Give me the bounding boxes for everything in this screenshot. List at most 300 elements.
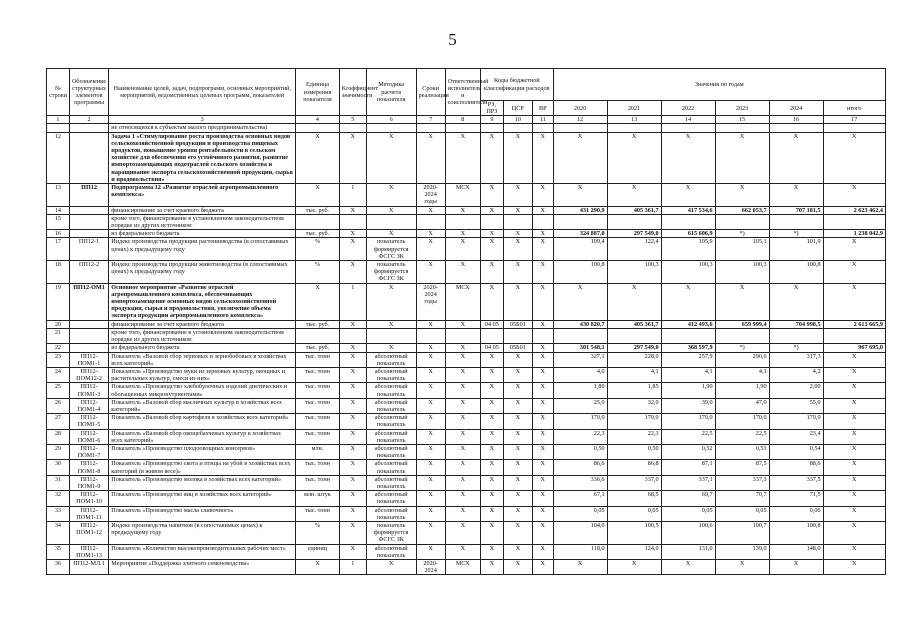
cell-term: X (416, 320, 445, 328)
cell-name: Показатель «Валовой сбор картофеля в хозяйствах всех категорий» (109, 414, 296, 429)
cell-value: 2 623 462,4 (823, 206, 885, 214)
cell-value: 431 290,9 (553, 206, 607, 214)
table-row (47, 398, 886, 413)
header-vr: ВР (532, 101, 553, 116)
cell-value: X (607, 184, 661, 207)
cell-method: X (366, 320, 416, 328)
cell-value: 39,0 (661, 398, 715, 413)
cell-vr: X (532, 491, 553, 506)
cell-value: 100,3 (607, 261, 661, 284)
cell-no: 33 (47, 506, 70, 521)
cell-term: X (416, 444, 445, 459)
header-2024: 2024 (769, 101, 823, 116)
cell-value: X (553, 184, 607, 207)
cell-value: 337,5 (769, 475, 823, 490)
cell-vr: X (532, 544, 553, 559)
cell-value: 139,0 (715, 544, 769, 559)
cell-value: 104,0 (553, 521, 607, 544)
cell-name: Подпрограмма 12 «Развитие отраслей агропромышленного комплекса» (109, 184, 296, 207)
cell-value: 105,9 (661, 238, 715, 261)
cell-coef: X (339, 475, 366, 490)
colnum: 17 (823, 116, 885, 124)
cell-value: 100,7 (715, 521, 769, 544)
cell-unit: % (296, 238, 340, 261)
cell-no: 26 (47, 398, 70, 413)
cell-name: Мероприятие «Поддержка элитного семеноводства» (109, 559, 296, 574)
cell-value: 1,85 (607, 383, 661, 398)
cell-name: Показатель «Производство яиц в хозяйствах всех категорий» (109, 491, 296, 506)
cell-method (366, 214, 416, 229)
cell-unit: X (296, 283, 340, 320)
header-values: Значения по годам (553, 69, 885, 101)
cell-rz: X (480, 206, 503, 214)
cell-value: 88,6 (769, 460, 823, 475)
cell-value: 337,3 (715, 475, 769, 490)
cell-value: X (823, 429, 885, 444)
cell-vr: X (532, 460, 553, 475)
cell-resp: X (445, 383, 480, 398)
cell-name: Показатель «Производство хлебобулочных изделий диетических и обогащенных микронутриентами» (109, 383, 296, 398)
header-unit: Единица измерения показателя (296, 69, 340, 116)
cell-name: Показатель «Количество высокопроизводительных рабочих мест» (109, 544, 296, 559)
cell-value: X (661, 184, 715, 207)
header-method: Методика расчета показателя (366, 69, 416, 116)
cell-resp: X (445, 398, 480, 413)
cell-name: Индекс производства продукции животноводства (в сопоставимых ценах) к предыдущему году (109, 261, 296, 284)
cell-unit: тыс. тонн (296, 460, 340, 475)
cell-csr: X (503, 398, 532, 413)
cell-coef: X (339, 367, 366, 382)
cell-unit: X (296, 559, 340, 574)
cell-value (769, 214, 823, 229)
cell-no: 34 (47, 521, 70, 544)
cell-csr (503, 328, 532, 343)
cell-vr: X (532, 132, 553, 183)
cell-value: 1,80 (553, 383, 607, 398)
cell-value: X (823, 132, 885, 183)
cell-unit: тыс. руб. (296, 206, 340, 214)
cell-value: 69,7 (661, 491, 715, 506)
cell-vr: X (532, 383, 553, 398)
cell-code: ПП12-1 (69, 238, 108, 261)
cell-resp: X (445, 414, 480, 429)
cell-value: 22,5 (715, 429, 769, 444)
cell-vr: X (532, 352, 553, 367)
cell-value: 0,06 (769, 506, 823, 521)
cell-term: X (416, 206, 445, 214)
table-row (47, 261, 886, 284)
cell-vr: X (532, 475, 553, 490)
cell-term: X (416, 475, 445, 490)
cell-value: 707 181,5 (769, 206, 823, 214)
colnum: 7 (416, 116, 445, 124)
cell-value (607, 124, 661, 132)
cell-csr: X (503, 367, 532, 382)
cell-name: Индекс производства продукции растениеводства (в сопоставимых ценах) к предыдущему году (109, 238, 296, 261)
cell-code (69, 132, 108, 183)
cell-vr: X (532, 230, 553, 238)
cell-value: 336,6 (553, 475, 607, 490)
cell-no (47, 124, 70, 132)
cell-resp: X (445, 475, 480, 490)
cell-unit: тыс. тонн (296, 383, 340, 398)
cell-no: 20 (47, 320, 70, 328)
cell-term: X (416, 238, 445, 261)
cell-value: X (823, 521, 885, 544)
cell-resp (445, 124, 480, 132)
cell-vr: X (532, 320, 553, 328)
cell-value (823, 124, 885, 132)
cell-value: 417 534,6 (661, 206, 715, 214)
cell-rz: X (480, 460, 503, 475)
cell-csr: X (503, 238, 532, 261)
cell-value: 68,5 (607, 491, 661, 506)
cell-method: абсолютный показатель (366, 429, 416, 444)
cell-no: 31 (47, 475, 70, 490)
cell-value: X (715, 559, 769, 574)
colnum: 3 (109, 116, 296, 124)
table-row (47, 132, 886, 183)
cell-name: Показатель «Производство муки из зерновых культур, овощных и растительных культур, смеси из них» (109, 367, 296, 382)
cell-value: X (823, 398, 885, 413)
cell-unit: тыс. тонн (296, 352, 340, 367)
cell-method: показатель формируется ФСГС ЗК (366, 261, 416, 284)
table-header (47, 69, 886, 124)
cell-method: показатель формируется ФСГС ЗК (366, 238, 416, 261)
cell-coef: X (339, 544, 366, 559)
cell-vr: X (532, 238, 553, 261)
cell-value: 0,05 (607, 506, 661, 521)
cell-code: ПП12-ПОМ1-5 (69, 414, 108, 429)
cell-unit: тыс. тонн (296, 506, 340, 521)
header-name: Наименование целей, задач, подпрограмм, основных мероприятий, мероприятий, ведомственных целевых программ, показателей (109, 69, 296, 116)
cell-no: 24 (47, 367, 70, 382)
header-budget: Коды бюджетной классификации расходов (480, 69, 553, 101)
cell-value: 301 548,1 (553, 344, 607, 352)
cell-rz: 04 05 (480, 320, 503, 328)
colnum: 15 (715, 116, 769, 124)
cell-coef: 1 (339, 283, 366, 320)
cell-coef: X (339, 383, 366, 398)
cell-value: 368 597,9 (661, 344, 715, 352)
cell-value: X (607, 559, 661, 574)
cell-rz: 04 05 (480, 344, 503, 352)
cell-code (69, 344, 108, 352)
cell-no: 15 (47, 214, 70, 229)
cell-value: 100,6 (661, 521, 715, 544)
cell-value: 317,3 (769, 352, 823, 367)
cell-coef: X (339, 444, 366, 459)
cell-rz: X (480, 506, 503, 521)
cell-value: X (823, 261, 885, 284)
cell-value: 4,2 (769, 367, 823, 382)
cell-coef: X (339, 352, 366, 367)
cell-name: Основное мероприятие «Развитие отраслей агропромышленного комплекса, обеспечивающих импортозамещение основных видов сельскохозяйственной продукции, сырья и продовольствия, увеличение объема экспорта продукции агропромышленного комплекса» (109, 283, 296, 320)
cell-vr: X (532, 414, 553, 429)
cell-resp: X (445, 320, 480, 328)
cell-value (823, 214, 885, 229)
cell-value: 2,00 (769, 383, 823, 398)
cell-term (416, 214, 445, 229)
cell-no: 13 (47, 184, 70, 207)
cell-value (607, 214, 661, 229)
cell-rz: X (480, 559, 503, 574)
cell-no: 17 (47, 238, 70, 261)
header-2020: 2020 (553, 101, 607, 116)
cell-term: X (416, 429, 445, 444)
cell-unit: тыс. тонн (296, 475, 340, 490)
table-row (47, 521, 886, 544)
cell-value: 0,50 (607, 444, 661, 459)
cell-value: 100,5 (607, 521, 661, 544)
table-row (47, 124, 886, 132)
cell-term: X (416, 352, 445, 367)
cell-method: абсолютный показатель (366, 544, 416, 559)
cell-name: Показатель «Производство плодоовощных консервов» (109, 444, 296, 459)
cell-vr: X (532, 444, 553, 459)
cell-rz (480, 328, 503, 343)
cell-code (69, 206, 108, 214)
cell-value (661, 214, 715, 229)
cell-csr: X (503, 283, 532, 320)
cell-code: ПП12-ПОМ1-12 (69, 521, 108, 544)
header-rz: РЗ, ПРЗ (480, 101, 503, 116)
cell-value (553, 124, 607, 132)
cell-no: 16 (47, 230, 70, 238)
cell-value: 0,52 (661, 444, 715, 459)
cell-value: 0,05 (661, 506, 715, 521)
cell-vr (532, 214, 553, 229)
cell-resp: X (445, 544, 480, 559)
cell-method: абсолютный показатель (366, 398, 416, 413)
cell-value: 105,1 (715, 238, 769, 261)
cell-rz: X (480, 261, 503, 284)
column-numbers-row (47, 116, 886, 124)
cell-unit: X (296, 132, 340, 183)
colnum: 16 (769, 116, 823, 124)
table-row (47, 206, 886, 214)
cell-value: 101,9 (769, 238, 823, 261)
cell-resp: X (445, 344, 480, 352)
cell-csr: X (503, 491, 532, 506)
cell-vr: X (532, 559, 553, 574)
cell-no: 32 (47, 491, 70, 506)
cell-code: ПП12-ПОМ1-11 (69, 506, 108, 521)
cell-code: ПП12-ПОМ1-10 (69, 491, 108, 506)
cell-coef: X (339, 230, 366, 238)
cell-value: 0,50 (553, 444, 607, 459)
cell-method: абсолютный показатель (366, 491, 416, 506)
cell-value: 170,0 (769, 414, 823, 429)
cell-value: 337,0 (607, 475, 661, 490)
cell-name: финансирование за счет краевого бюджета (109, 320, 296, 328)
cell-coef: X (339, 206, 366, 214)
cell-csr (503, 124, 532, 132)
cell-method: абсолютный показатель (366, 367, 416, 382)
cell-csr: 05Б01 (503, 344, 532, 352)
cell-value: 324 887,0 (553, 230, 607, 238)
cell-name: из федерального бюджета (109, 344, 296, 352)
cell-value: 100,3 (661, 261, 715, 284)
cell-vr (532, 124, 553, 132)
cell-coef (339, 124, 366, 132)
cell-term: X (416, 491, 445, 506)
cell-name: не относящихся к субъектам малого предпринимательства) (109, 124, 296, 132)
cell-vr: X (532, 283, 553, 320)
cell-vr: X (532, 506, 553, 521)
cell-value: X (823, 283, 885, 320)
cell-method: абсолютный показатель (366, 475, 416, 490)
cell-term: 2020-2024 (416, 559, 445, 574)
cell-method: X (366, 283, 416, 320)
cell-method: X (366, 206, 416, 214)
table-body (47, 124, 886, 575)
cell-no: 14 (47, 206, 70, 214)
cell-value (553, 214, 607, 229)
cell-csr: X (503, 261, 532, 284)
cell-term (416, 124, 445, 132)
cell-term: X (416, 132, 445, 183)
cell-rz: X (480, 521, 503, 544)
cell-value: 118,0 (553, 544, 607, 559)
cell-code: ПП12-ПОМ1-3 (69, 383, 108, 398)
cell-name: кроме того, финансирование в установленном законодательством порядке из других источников: (109, 328, 296, 343)
cell-code: ПП12-2 (69, 261, 108, 284)
cell-coef: X (339, 132, 366, 183)
cell-method: абсолютный показатель (366, 352, 416, 367)
cell-value: 430 820,7 (553, 320, 607, 328)
cell-value: X (823, 559, 885, 574)
cell-value: 70,7 (715, 491, 769, 506)
cell-value: 662 053,7 (715, 206, 769, 214)
cell-resp: X (445, 352, 480, 367)
cell-resp: X (445, 429, 480, 444)
cell-coef: X (339, 429, 366, 444)
cell-no: 18 (47, 261, 70, 284)
header-2021: 2021 (607, 101, 661, 116)
cell-value: X (823, 383, 885, 398)
cell-vr (532, 328, 553, 343)
cell-term: X (416, 230, 445, 238)
cell-code: ПП12-ПОМ1-1 (69, 352, 108, 367)
cell-term: X (416, 383, 445, 398)
header-code: Обозначение структурных элементов программы (69, 69, 108, 116)
header-csr: ЦСР (503, 101, 532, 116)
cell-csr: X (503, 506, 532, 521)
cell-code: ПП12-ПОМ1-4 (69, 398, 108, 413)
cell-unit: млн. штук (296, 491, 340, 506)
cell-name: Индекс производства напитков (в сопоставимых ценах) к предыдущему году (109, 521, 296, 544)
cell-value: 170,0 (553, 414, 607, 429)
cell-method: абсолютный показатель (366, 460, 416, 475)
cell-value: *) (769, 344, 823, 352)
cell-term: 2020-2024 годы (416, 283, 445, 320)
cell-unit: единиц (296, 544, 340, 559)
cell-value: 4,1 (607, 367, 661, 382)
cell-value: X (769, 184, 823, 207)
cell-value: X (715, 132, 769, 183)
cell-unit (296, 328, 340, 343)
cell-method: абсолютный показатель (366, 506, 416, 521)
cell-value: 22,5 (661, 429, 715, 444)
cell-csr: X (503, 230, 532, 238)
cell-rz: X (480, 475, 503, 490)
cell-resp (445, 214, 480, 229)
cell-code: ПП12-ПОМ1-9 (69, 475, 108, 490)
cell-resp: X (445, 261, 480, 284)
cell-code (69, 124, 108, 132)
cell-resp: X (445, 491, 480, 506)
cell-code (69, 230, 108, 238)
cell-resp: МСХ (445, 559, 480, 574)
cell-code (69, 320, 108, 328)
cell-no: 23 (47, 352, 70, 367)
cell-code (69, 328, 108, 343)
cell-code (69, 214, 108, 229)
table-row (47, 506, 886, 521)
cell-value: 405 361,7 (607, 320, 661, 328)
cell-resp (445, 328, 480, 343)
cell-value: 297 549,0 (607, 344, 661, 352)
cell-value: 131,0 (661, 544, 715, 559)
cell-value: 86,8 (607, 460, 661, 475)
cell-value: 100,8 (769, 521, 823, 544)
cell-term: X (416, 414, 445, 429)
cell-coef: X (339, 320, 366, 328)
cell-unit (296, 124, 340, 132)
cell-csr: X (503, 544, 532, 559)
cell-value (661, 328, 715, 343)
cell-value: X (553, 559, 607, 574)
table-row (47, 328, 886, 343)
cell-method: абсолютный показатель (366, 444, 416, 459)
cell-value: 100,8 (769, 261, 823, 284)
colnum: 1 (47, 116, 70, 124)
table-row (47, 559, 886, 574)
cell-method: X (366, 344, 416, 352)
cell-value: 109,4 (553, 238, 607, 261)
cell-value: 71,5 (769, 491, 823, 506)
cell-coef: X (339, 344, 366, 352)
cell-value: X (823, 544, 885, 559)
colnum: 2 (69, 116, 108, 124)
cell-term: X (416, 367, 445, 382)
cell-term: X (416, 398, 445, 413)
table-row (47, 184, 886, 207)
cell-coef (339, 328, 366, 343)
cell-value: X (661, 283, 715, 320)
header-no: № строки (47, 69, 70, 116)
table-row (47, 344, 886, 352)
cell-value: *) (715, 344, 769, 352)
cell-rz: X (480, 491, 503, 506)
cell-code: ПП12-МЛ.1 (69, 559, 108, 574)
cell-name: кроме того, финансирование в установленном законодательством порядке из других источников: (109, 214, 296, 229)
cell-term: 2020-2024 годы (416, 184, 445, 207)
cell-csr: X (503, 383, 532, 398)
cell-value: 297 549,0 (607, 230, 661, 238)
cell-csr: X (503, 414, 532, 429)
cell-coef: 1 (339, 184, 366, 207)
cell-no: 25 (47, 383, 70, 398)
cell-unit: тыс. руб. (296, 230, 340, 238)
cell-unit: млн. (296, 444, 340, 459)
cell-value: X (823, 367, 885, 382)
header-coef: Коэффициент значимости (339, 69, 366, 116)
cell-value: 67,1 (553, 491, 607, 506)
table-row (47, 444, 886, 459)
table-row (47, 491, 886, 506)
